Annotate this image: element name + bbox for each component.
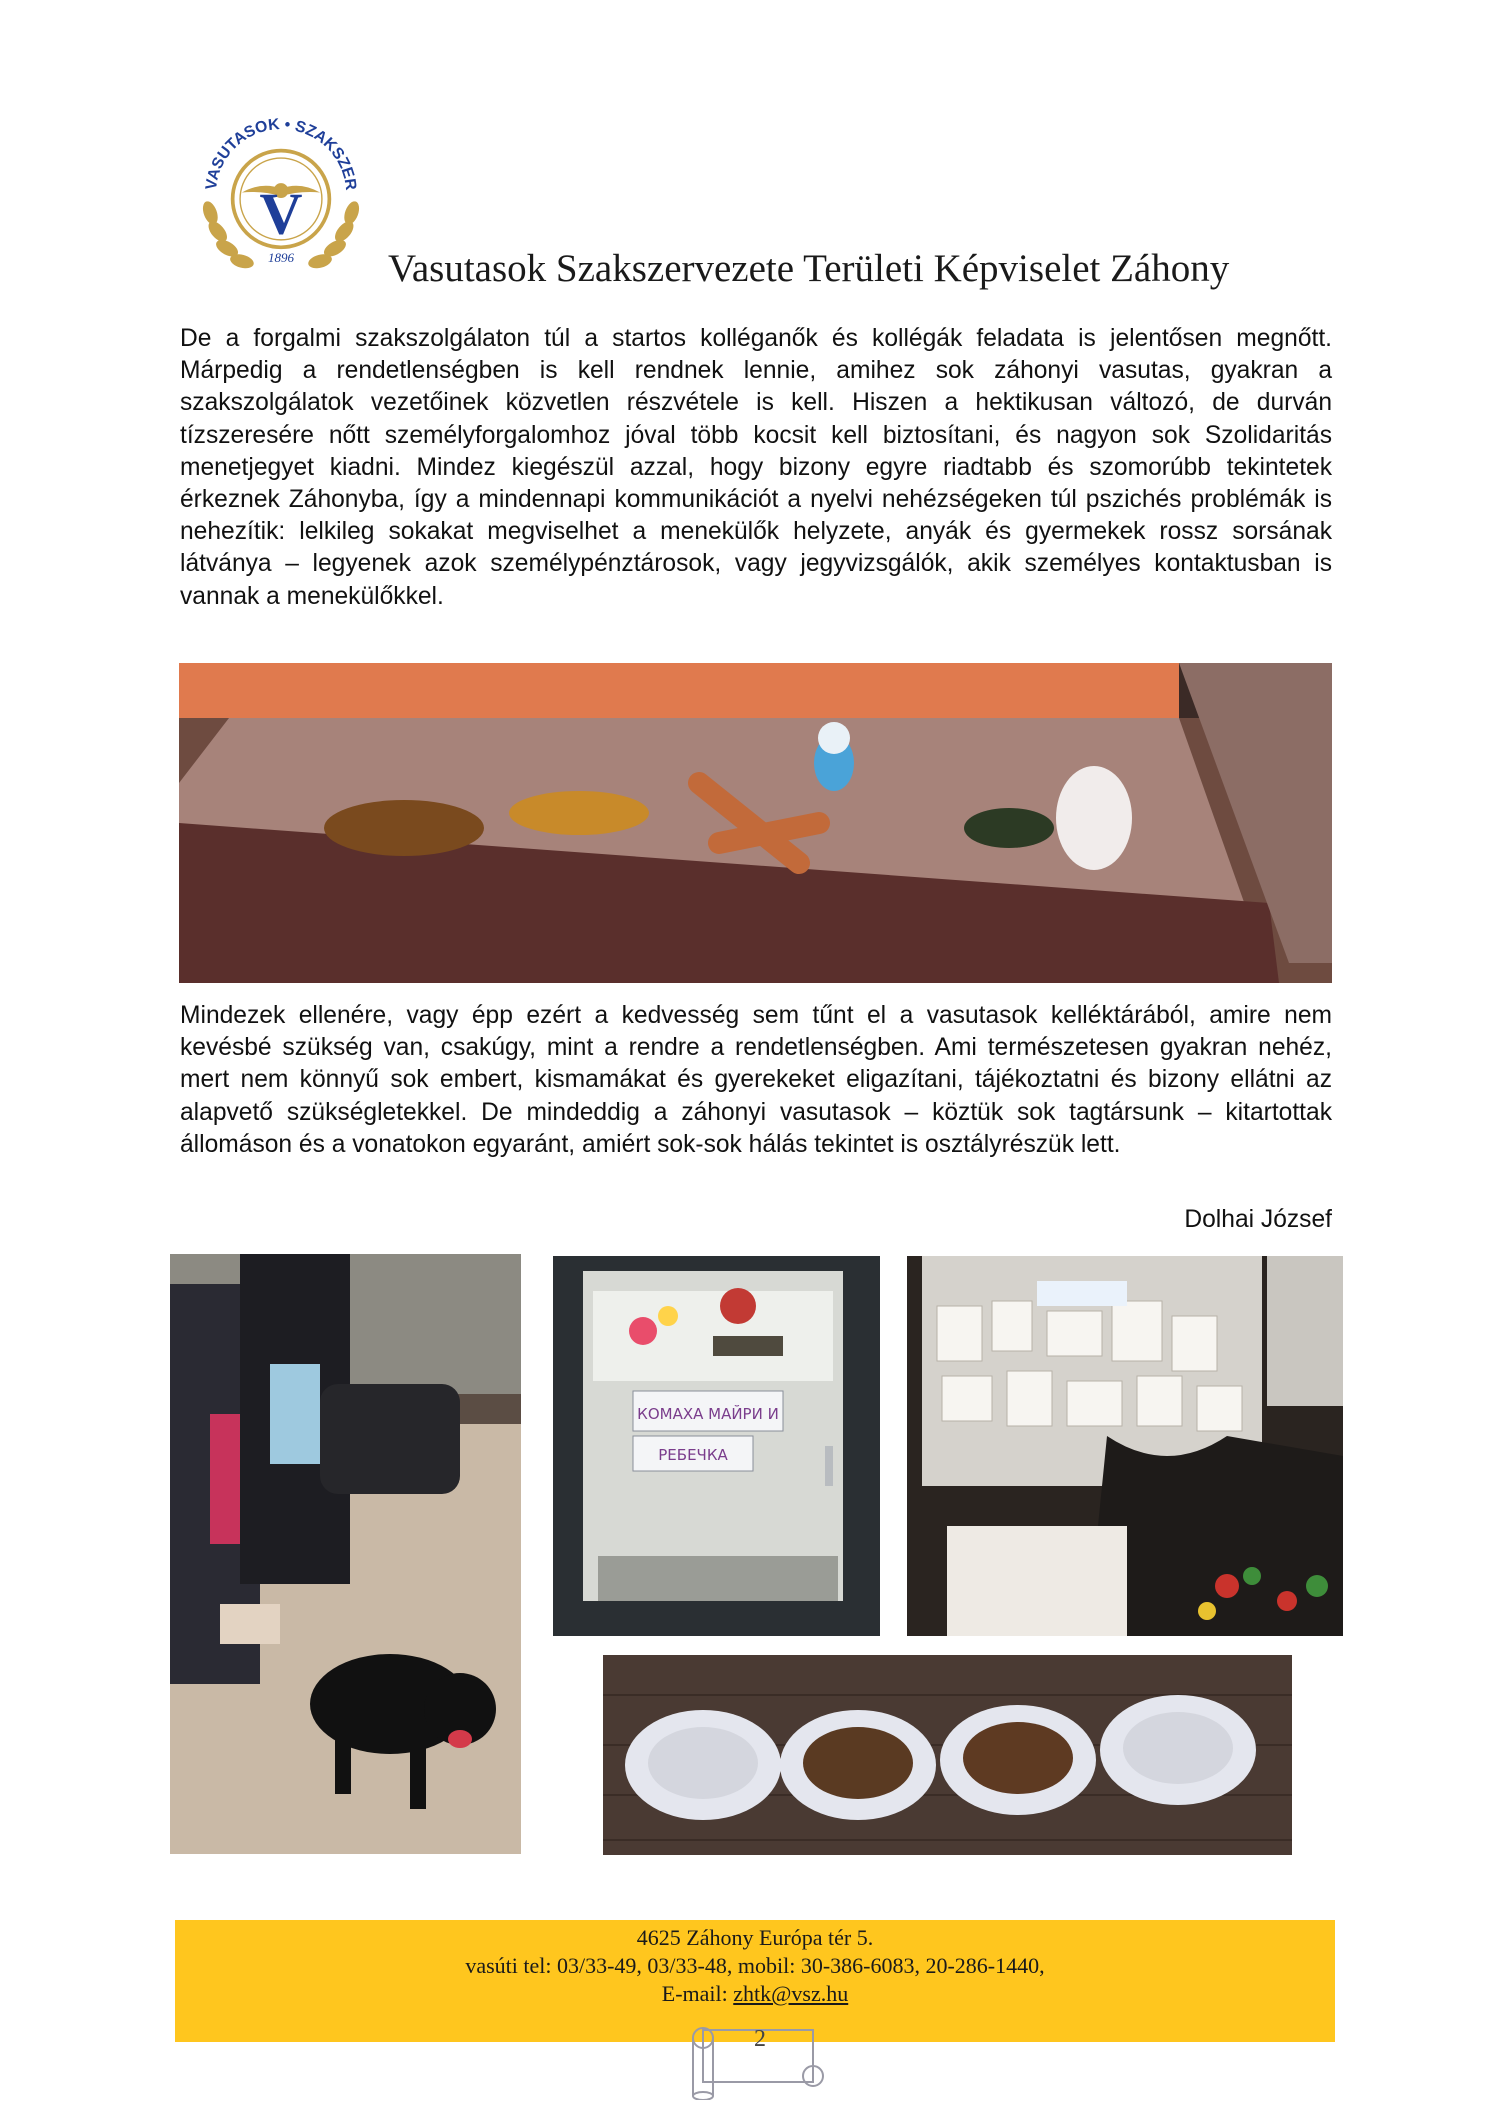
- logo-letter: V: [259, 180, 303, 247]
- union-logo: [188, 92, 374, 278]
- footer-phones: vasúti tel: 03/33-49, 03/33-48, mobil: 30-386-6083, 20-286-1440,: [465, 1953, 1045, 1978]
- footer-address: 4625 Záhony Európa tér 5.: [636, 1925, 874, 1950]
- photo-childrens-drawings-wall: [907, 1256, 1343, 1636]
- door-sign-line-1: КОМАХА МАЙРИ И: [637, 1405, 779, 1423]
- author-signature: Dolhai József: [1184, 1206, 1332, 1233]
- article-paragraph-2: Mindezek ellenére, vagy épp ezért a kedvesség sem tűnt el a vasutasok kelléktárából, amire nem kevésbé szükség van, csakúgy, mint a rendre a rendetlenségben. Ami természetesen gyakran nehéz, mert nem könnyű sok embert, kismamákat és gyerekeket eligazítani, tájékoztatni és bizony ellátni az alapvető szükségletekkel. De mindeddig a záhonyi vasutasok – köztük sok tagtársunk – kitartottak állomáson és a vonatokon egyaránt, amiért sok-sok hálás tekintet is osztályrészük lett.: [180, 1002, 1332, 1158]
- page-title: Vasutasok Szakszervezete Területi Képviselet Záhony: [388, 247, 1230, 290]
- photo-glass-door-with-sign: [553, 1256, 880, 1636]
- photo-toys-on-ledge: [179, 663, 1332, 983]
- union-logo-emblem: [188, 92, 374, 278]
- logo-year: 1896: [267, 250, 295, 266]
- page-number: 2: [754, 2026, 766, 2052]
- photo-pet-food-bowls: [603, 1655, 1292, 1855]
- footer-email-link[interactable]: zhtk@vsz.hu: [733, 1981, 849, 2006]
- footer-email-line: [175, 1980, 1335, 2008]
- article-paragraph-1: De a forgalmi szakszolgálaton túl a startos kolléganők és kollégák feladata is jelentősen megnőtt. Márpedig a rendetlenségben is kell rendnek lennie, amihez sok záhonyi vasutas, gyakran a szakszolgálatok vezetőinek közvetlen részvétele is kell. Hiszen a hektikusan változó, de durván tízszeresére nőtt személyforgalomhoz jóval több kocsit kell biztosítani, és nagyon sok Szolidaritás menetjegyet kiadni. Mindez kiegészül azzal, hogy bizony egyre riadtabb és szomorúbb tekintetek érkeznek Záhonyba, így a mindennapi kommunikációt a nyelvi nehézségeken túl pszichés problémák is nehezítik: lelkileg sokakat megviselhet a menekülők helyzete, anyák és gyermekek rossz sorsának látványa – legyenek azok személypénztárosok, vagy jegyvizsgálók, akik személyes kontaktusban is vannak a menekülőkkel.: [180, 325, 1332, 610]
- logo-arc-text: VASUTASOK • SZAKSZER: [202, 116, 360, 191]
- photo-dog-on-platform: [170, 1254, 521, 1854]
- door-sign-line-2: РЕБЕЧКА: [658, 1446, 728, 1464]
- footer-email-label: E-mail:: [661, 1981, 728, 2006]
